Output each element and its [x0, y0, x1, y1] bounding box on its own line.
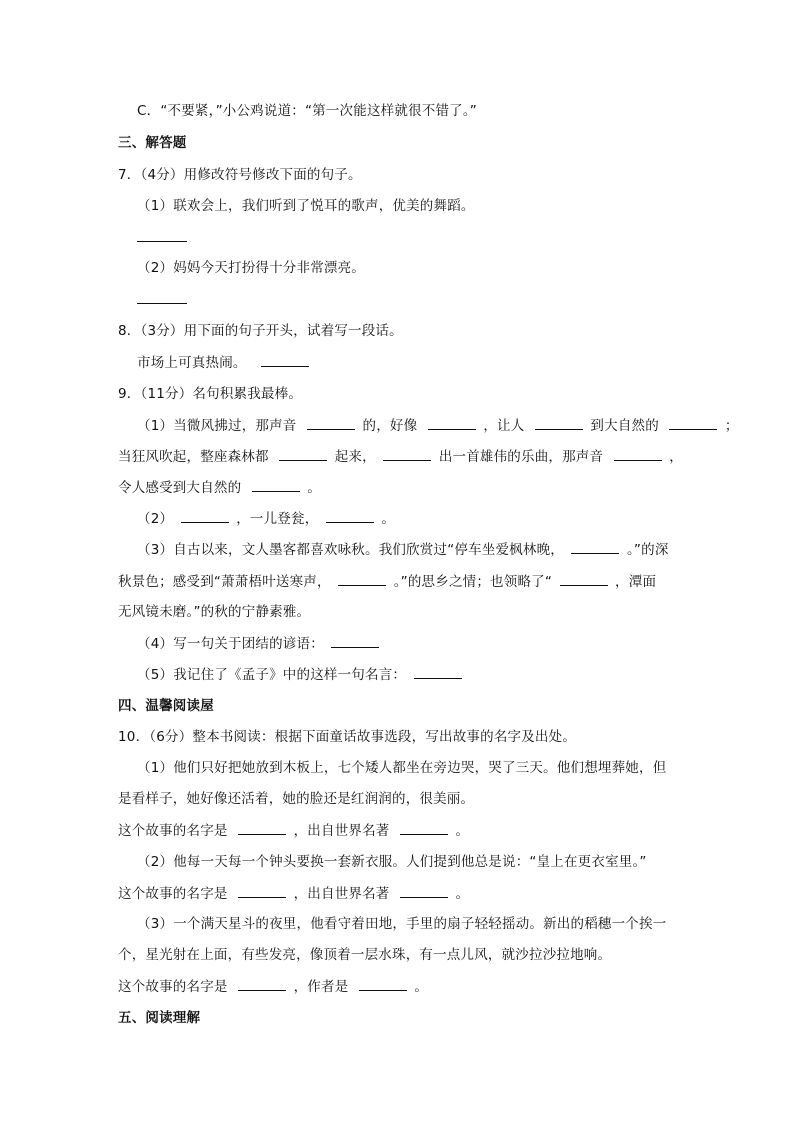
- q8-line: [137, 352, 312, 373]
- q10-excerpt-3-line-2: 个，星光射在上面，有些发亮，像顶着一层水珠，有一点儿风，就沙拉沙拉地响。: [118, 947, 612, 963]
- q10-text: 这个故事的名字是: [118, 886, 228, 902]
- q9-text: （5）我记住了《孟子》中的这样一句名言：: [137, 667, 407, 683]
- q10-text: 。: [414, 979, 429, 995]
- q9-p3-line-1: [137, 539, 669, 560]
- q10-blank[interactable]: [238, 820, 286, 835]
- q9-blank[interactable]: [338, 571, 386, 586]
- q9-text: 当狂风吹起，整座森林都: [118, 449, 269, 465]
- q8-start-text: 市场上可真热闹。: [137, 355, 247, 371]
- q9-text: （4）写一句关于团结的谚语：: [137, 636, 324, 652]
- q9-p2: [137, 508, 395, 529]
- q10-stem: 10．（6分）整本书阅读：根据下面童话故事选段，写出故事的名字及出处。: [118, 729, 577, 745]
- q10-answer-1: [118, 820, 469, 841]
- q10-blank[interactable]: [400, 820, 448, 835]
- q10-text: ，出自世界名著: [293, 823, 390, 839]
- q9-text: ，潭面: [615, 574, 657, 590]
- q9-text: 起来，: [334, 449, 376, 465]
- q9-text: （1）当微风拂过，那声音: [137, 418, 297, 434]
- q9-p3-line-3: 无风镜未磨。”的秋的宁静素雅。: [118, 604, 311, 620]
- q10-blank[interactable]: [238, 976, 286, 991]
- section-5-title: 五、阅读理解: [118, 1010, 201, 1026]
- q9-blank[interactable]: [614, 446, 662, 461]
- q9-text: （3）自古以来，文人墨客都喜欢咏秋。我们欣赏过“停车坐爱枫林晚，: [137, 542, 564, 558]
- section-4-title: 四、温馨阅读屋: [118, 698, 214, 714]
- q9-text: 。”的思乡之情；也领略了“: [393, 574, 553, 590]
- q9-text: 秋景色；感受到“萧萧梧叶送寒声，: [118, 574, 331, 590]
- q10-text: 这个故事的名字是: [118, 979, 228, 995]
- q10-excerpt-1-line-1: （1）他们只好把她放到木板上，七个矮人都坐在旁边哭，哭了三天。他们想埋葬她，但: [137, 760, 667, 776]
- q9-p3-line-2: [118, 571, 656, 592]
- q9-text: ，让人: [483, 418, 525, 434]
- q7-stem: 7．（4分）用修改符号修改下面的句子。: [118, 167, 362, 183]
- q9-blank[interactable]: [279, 446, 327, 461]
- q10-text: ，作者是: [293, 979, 349, 995]
- q9-text: 到大自然的: [590, 418, 659, 434]
- q9-blank[interactable]: [669, 415, 717, 430]
- q10-text: 。: [455, 886, 470, 902]
- q10-text: ，出自世界名著: [293, 886, 390, 902]
- q10-excerpt-2: （2）他每一天每一个钟头要换一套新衣服。人们提到他总是说：“皇上在更衣室里。”: [137, 854, 647, 870]
- option-c: C．“不要紧，”小公鸡说道：“第一次能这样就很不错了。”: [137, 103, 478, 119]
- q10-text: 这个故事的名字是: [118, 823, 228, 839]
- q7-answer-blank-1[interactable]: [137, 241, 187, 242]
- q10-answer-2: [118, 883, 469, 904]
- q9-text: 出一首雄伟的乐曲，那声音: [438, 449, 604, 465]
- q7-sentence-2: （2）妈妈今天打扮得十分非常漂亮。: [137, 260, 365, 276]
- q9-blank[interactable]: [181, 508, 229, 523]
- q10-blank[interactable]: [359, 976, 407, 991]
- q10-text: 。: [455, 823, 470, 839]
- q9-blank[interactable]: [252, 477, 300, 492]
- q9-p5: [137, 664, 465, 685]
- q9-p1-line-1: [137, 415, 739, 436]
- q9-blank[interactable]: [571, 539, 619, 554]
- q10-excerpt-3-line-1: （3）一个满天星斗的夜里，他看守着田地，手里的扇子轻轻摇动。新出的稻穗一个挨一: [137, 916, 667, 932]
- q9-p1-line-3: [118, 477, 321, 498]
- q9-blank[interactable]: [428, 415, 476, 430]
- q9-blank[interactable]: [560, 571, 608, 586]
- q7-sentence-1: （1）联欢会上，我们听到了悦耳的歌声，优美的舞蹈。: [137, 198, 475, 214]
- section-3-title: 三、解答题: [118, 135, 187, 151]
- q9-text: 。: [307, 480, 322, 496]
- q10-excerpt-1-line-2: 是看样子，她好像还活着，她的脸还是红润润的，很美丽。: [118, 791, 475, 807]
- q9-stem: 9．（11分）名句积累我最棒。: [118, 386, 303, 402]
- q10-blank[interactable]: [400, 883, 448, 898]
- q9-p1-line-2: [118, 446, 683, 467]
- q9-text: ，一儿登瓮，: [236, 511, 319, 527]
- q9-blank[interactable]: [535, 415, 583, 430]
- q9-p4: [137, 633, 382, 654]
- q9-text: 的，好像: [362, 418, 418, 434]
- q9-text: ，: [669, 449, 683, 465]
- q9-blank[interactable]: [383, 446, 431, 461]
- q9-blank[interactable]: [414, 664, 462, 679]
- q9-blank[interactable]: [326, 508, 374, 523]
- q8-stem: 8．（3分）用下面的句子开头，试着写一段话。: [118, 323, 403, 339]
- q9-text: 。: [381, 511, 396, 527]
- q9-blank[interactable]: [331, 633, 379, 648]
- q9-text: ；: [724, 418, 739, 434]
- q9-text: 。”的深: [626, 542, 669, 558]
- q10-blank[interactable]: [238, 883, 286, 898]
- q9-blank[interactable]: [307, 415, 355, 430]
- q9-text: 令人感受到大自然的: [118, 480, 242, 496]
- q8-blank[interactable]: [261, 352, 309, 367]
- q7-answer-blank-2[interactable]: [137, 303, 187, 304]
- q9-text: （2）: [137, 511, 174, 527]
- q10-answer-3: [118, 976, 428, 997]
